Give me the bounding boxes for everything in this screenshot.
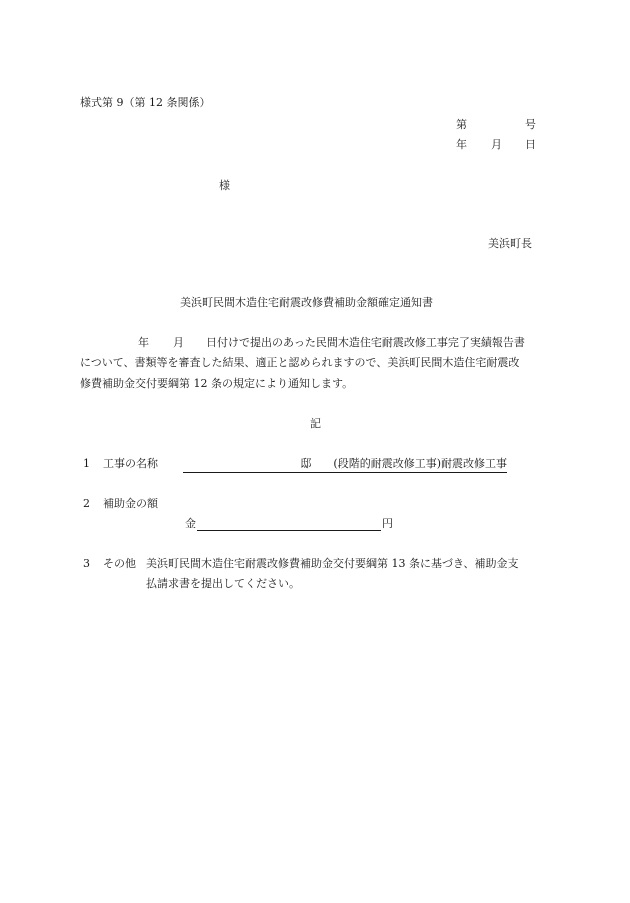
body-line1: 日付けで提出のあった民間木造住宅耐震改修工事完了実績報告書 (206, 336, 525, 349)
item3-label: その他 (103, 557, 136, 570)
item3-line2: 払請求書を提出してください。 (146, 577, 300, 590)
item3-line1: 美浜町民間木造住宅耐震改修費補助金交付要綱第 13 条に基づき、補助金支 (146, 557, 519, 570)
body-year: 年 (138, 336, 149, 349)
date-year: 年 (456, 138, 467, 151)
document-title: 美浜町民間木造住宅耐震改修費補助金額確定通知書 (180, 296, 433, 309)
item1-value-text: 邸 (段階的耐震改修工事)耐震改修工事 (183, 457, 507, 473)
item1-number: 1 (83, 457, 90, 470)
number-dai: 第 (456, 118, 467, 131)
sender: 美浜町長 (488, 237, 532, 250)
item3-number: 3 (83, 557, 90, 570)
date-month: 月 (491, 138, 502, 151)
body-line2: について、書類等を審査した結果、適正と認められますので、美浜町民間木造住宅耐震改 (80, 356, 520, 369)
ki-heading: 記 (310, 417, 321, 430)
item2-number: 2 (83, 497, 90, 510)
item1-value (183, 457, 507, 473)
body-line3: 修費補助金交付要綱第 12 条の規定により通知します。 (80, 377, 354, 390)
item2-yen: 円 (382, 517, 393, 530)
form-label: 様式第 9（第 12 条関係） (80, 96, 211, 109)
number-go: 号 (525, 118, 536, 131)
item2-label: 補助金の額 (103, 497, 158, 510)
amount-blank-line (197, 517, 381, 531)
date-day: 日 (525, 138, 536, 151)
addressee-suffix: 様 (219, 179, 230, 192)
item1-label: 工事の名称 (103, 457, 158, 470)
item2-kin: 金 (185, 517, 196, 530)
body-month: 月 (173, 336, 184, 349)
